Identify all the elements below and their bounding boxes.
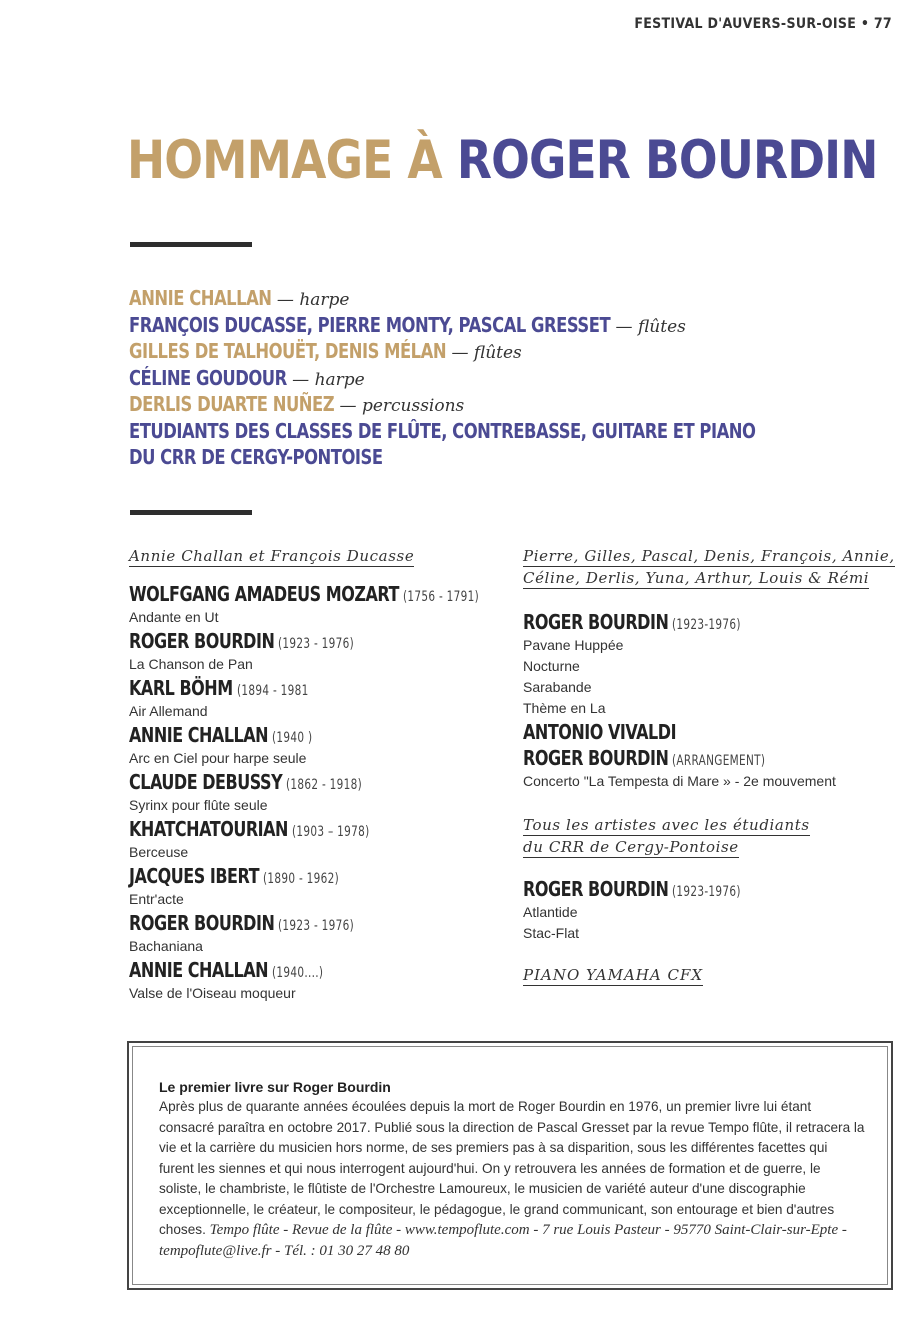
work-title: Valse de l'Oiseau moqueur [129,985,296,1001]
performer-name: ETUDIANTS DES CLASSES DE FLÛTE, CONTREBASSE, GUITARE ET PIANO [129,418,756,443]
composer-dates: (1923-1976) [672,884,742,900]
composer-name: KARL BÖHM [129,676,233,700]
performer-name: CÉLINE GOUDOUR [129,365,287,390]
performer-line [129,338,893,365]
performer-line [129,312,893,339]
program-left-column [129,545,499,1004]
divider-rule-top [130,242,252,247]
work-title: Bachaniana [129,938,203,954]
right-section-label2-line2: du CRR de Cergy-Pontoise [523,838,739,856]
composer-name: ROGER BOURDIN [129,911,275,935]
composer-line [129,675,499,701]
book-announcement-body [159,1097,865,1261]
book-announcement-inner [132,1046,888,1285]
composer-line [523,745,903,771]
composer-line [523,719,903,745]
composer-line [129,957,499,983]
right-section-label-line1: Pierre, Gilles, Pascal, Denis, François, Annie, [523,547,895,565]
composer-name: CLAUDE DEBUSSY [129,770,283,794]
work-title: La Chanson de Pan [129,656,253,672]
composer-name: ANTONIO VIVALDI [523,720,677,744]
piano-note-text: PIANO YAMAHA CFX [523,966,704,984]
page-title [127,130,878,191]
left-section-label [129,545,499,567]
work-title: Nocturne [523,658,580,674]
work-title: Thème en La [523,700,606,716]
composer-line [129,910,499,936]
work-title: Arc en Ciel pour harpe seule [129,750,307,766]
composer-line [129,769,499,795]
composer-dates: (1923-1976) [672,617,742,633]
composer-dates: (1894 - 1981 [236,683,309,699]
composer-dates: (ARRANGEMENT) [672,753,766,769]
composer-name: ROGER BOURDIN [523,610,669,634]
composer-dates: (1923 - 1976) [278,918,355,934]
performer-line [129,444,893,471]
performer-role: — flûtes [446,343,522,363]
composer-line [523,876,903,902]
title-part-name: ROGER BOURDIN [456,130,878,191]
composer-name: ROGER BOURDIN [523,746,669,770]
piano-note [523,964,903,986]
composer-line [129,722,499,748]
performer-role: — percussions [334,396,465,416]
running-header: FESTIVAL D'AUVERS-SUR-OISE • 77 [634,16,892,32]
work-title: Syrinx pour flûte seule [129,797,268,813]
composer-name: WOLFGANG AMADEUS MOZART [129,582,399,606]
book-announcement-contact: Tempo flûte - Revue de la flûte - www.tempoflute.com - 7 rue Louis Pasteur - 95770 Saint-Clair-sur-Epte - tempoflute@live.fr - Tél. : 01 30 27 48 80 [159,1222,847,1259]
work-title: Pavane Huppée [523,637,624,653]
performer-name: DERLIS DUARTE NUÑEZ [129,392,335,416]
work-title: Berceuse [129,844,189,860]
composer-name: ANNIE CHALLAN [129,723,269,747]
performer-role: — flûtes [610,316,686,337]
performer-line [129,285,893,312]
right-section-label-2 [523,814,903,858]
composer-line [129,581,499,607]
book-announcement-box [127,1041,893,1290]
composer-dates: (1890 - 1962) [263,871,340,887]
right-program-block2 [523,876,903,944]
composer-dates: (1903 – 1978) [291,824,370,840]
composer-line [129,816,499,842]
performer-name: FRANÇOIS DUCASSE, PIERRE MONTY, PASCAL GRESSET [129,312,611,337]
right-section-label [523,545,903,589]
work-title: Sarabande [523,679,592,695]
composer-dates: (1923 - 1976) [278,636,355,652]
work-title: Concerto "La Tempesta di Mare » - 2e mouvement [523,773,836,789]
composer-dates: (1940....) [272,965,324,981]
title-part-hommage: HOMMAGE À [127,130,442,191]
composer-dates: (1940 ) [272,730,313,746]
composer-name: ROGER BOURDIN [129,629,275,653]
work-title: Stac-Flat [523,925,580,941]
performer-line [129,365,893,392]
work-title: Entr'acte [129,891,184,907]
left-section-label-text: Annie Challan et François Ducasse [129,547,415,565]
composer-name: ROGER BOURDIN [523,877,669,901]
performer-name: DU CRR DE CERGY-PONTOISE [129,445,383,469]
composer-name: ANNIE CHALLAN [129,958,269,982]
performer-role: — harpe [271,290,350,310]
composer-name: JACQUES IBERT [129,864,260,888]
book-announcement-body-text: Après plus de quarante années écoulées depuis la mort de Roger Bourdin en 1976, un premier livre lui étant consacré paraîtra en octobre 2017. Publié sous la direction de Pascal Gresset par la revue Tempo flûte, il retracera la vie et la carrière du musicien hors norme, de ses premiers pas à sa disparition, sous les différentes facettes qui furent les siennes et qui nous interrogent aujourd'hui. On y retrouvera les années de formation et de guerre, le soliste, le chambriste, le flûtiste de l'Orchestre Lamoureux, le musicien de variété auteur d'une discographie exceptionnelle, le créateur, le compositeur, le pédagogue, le grand communicant, son entourage et bien d'autres choses. [159,1099,865,1237]
composer-line [129,863,499,889]
performers-list [129,285,893,471]
book-announcement-title: Le premier livre sur Roger Bourdin [159,1079,391,1095]
program-right-column [523,545,903,986]
right-section-label-line2: Céline, Derlis, Yuna, Arthur, Louis & Rémi [523,569,870,587]
divider-rule-middle [130,510,252,515]
performer-role: — harpe [286,369,365,390]
composer-dates: (1756 - 1791) [402,589,479,605]
work-title: Air Allemand [129,703,208,719]
work-title: Atlantide [523,904,578,920]
composer-line [129,628,499,654]
left-program-items [129,581,499,1004]
performer-line [129,391,893,418]
composer-dates: (1862 - 1918) [286,777,363,793]
work-title: Andante en Ut [129,609,219,625]
composer-line [523,609,903,635]
composer-name: KHATCHATOURIAN [129,817,288,841]
right-program-block1 [523,609,903,792]
right-section-label2-line1: Tous les artistes avec les étudiants [523,816,810,834]
performer-name: GILLES DE TALHOUËT, DENIS MÉLAN [129,339,447,363]
performer-name: ANNIE CHALLAN [129,286,272,310]
performer-line [129,418,893,445]
